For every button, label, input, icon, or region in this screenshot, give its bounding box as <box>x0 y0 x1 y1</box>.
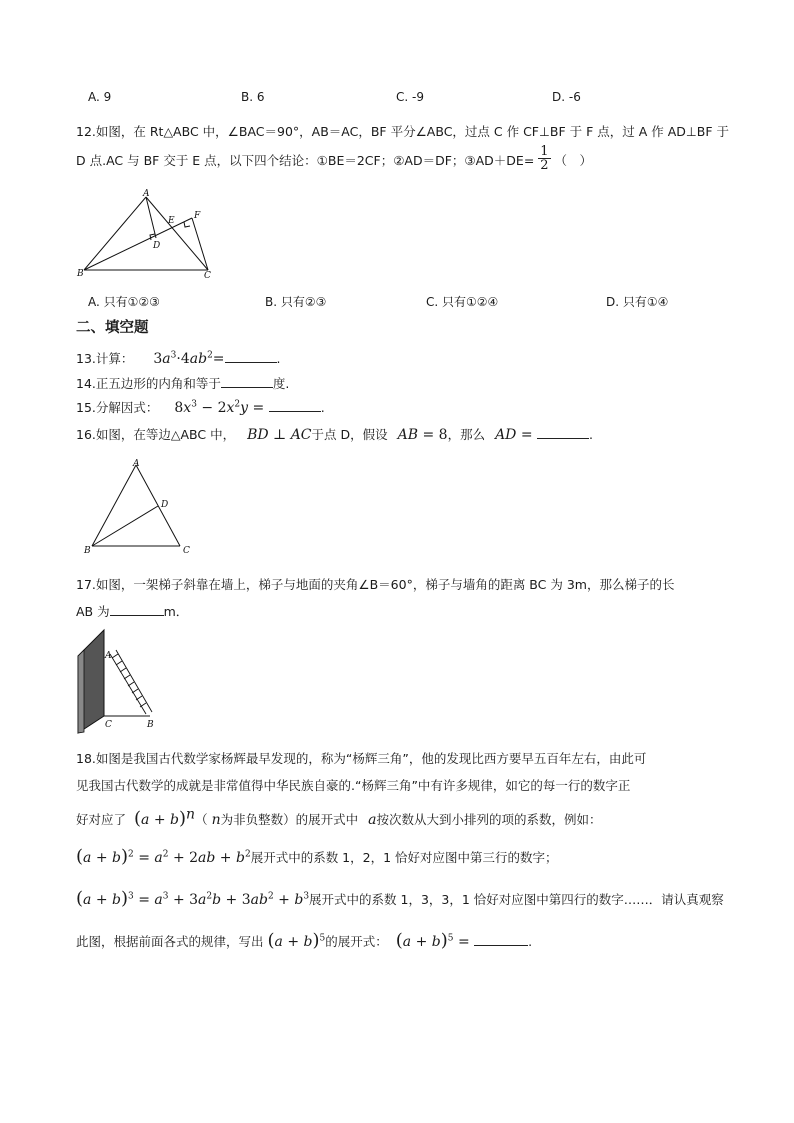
q17-label-c: C <box>105 720 112 730</box>
q16-mid2: ，那么 <box>447 427 486 442</box>
q12-fraction <box>538 145 550 172</box>
q18-line3 <box>76 808 601 829</box>
q17-line2-prefix: AB 为 <box>76 604 110 619</box>
q11-option-c: C. -9 <box>396 90 424 104</box>
q17-figure <box>74 628 164 738</box>
q12-label-e: E <box>168 216 175 226</box>
q12-label-b: B <box>77 269 84 279</box>
q12-line1: 12.如图，在 Rt△ABC 中，∠BAC＝90°，AB＝AC，BF 平分∠ABC，过点 C 作 CF⊥BF 于 F 点，过 A 作 AD⊥BF 于 <box>76 124 730 139</box>
q12-line2-block <box>76 144 593 173</box>
q18-line5-suffix: 展开式中的系数 1，3，3，1 恰好对应图中第四行的数字……．请认真观察 <box>309 892 724 907</box>
q18-line6-prefix: 此图，根据前面各式的规律，写出 <box>76 934 264 949</box>
q17-label-b: B <box>147 720 154 730</box>
q16-label-d: D <box>161 500 169 510</box>
q11-option-d: D. -6 <box>552 90 581 104</box>
q12-option-d: D. 只有①④ <box>606 295 669 309</box>
q15 <box>76 398 325 416</box>
q12-option-a: A. 只有①②③ <box>88 295 160 309</box>
q12-option-b: B. 只有②③ <box>265 295 327 309</box>
q12-paren: （ ） <box>554 153 593 168</box>
q17-blank[interactable] <box>110 603 164 616</box>
q13 <box>76 349 281 367</box>
q16-ab-expression: AB <box>397 427 419 443</box>
q13-blank[interactable] <box>225 350 277 363</box>
q17-label-a: A <box>105 651 112 661</box>
q15-prefix: 15.分解因式： <box>76 400 159 415</box>
q16-label-a: A <box>133 459 140 469</box>
q13-suffix: . <box>276 351 281 366</box>
q12-label-f: F <box>194 211 201 221</box>
q18-line6 <box>76 930 532 951</box>
q18-line1: 18.如图是我国古代数学家杨辉最早发现的，称为“杨辉三角”，他的发现比西方要早五百年左右，由此可 <box>76 751 647 766</box>
q18-line3-suffix: 按次数从大到小排列的项的系数，例如： <box>376 812 602 827</box>
q16-blank[interactable] <box>537 426 589 439</box>
q16-ad-expression: AD <box>495 427 517 443</box>
q18-binomial-n: $(a + b)^n$ <box>134 806 196 829</box>
q18-square-expansion: $(a + b)^2 = a^2 + 2ab + b^2$ <box>76 846 251 867</box>
q13-expression: $3a^3\cdot 4ab^2=$ <box>153 350 225 367</box>
section-title: 二、填空题 <box>76 320 149 336</box>
q16-prefix: 16.如图，在等边△ABC 中， <box>76 427 236 442</box>
q18-line6-suffix: . <box>528 934 533 949</box>
q11-option-b: B. 6 <box>241 90 265 104</box>
q18-line2: 见我国古代数学的成就是非常值得中华民族自豪的.“杨辉三角”中有许多规律，如它的每一行的数字正 <box>76 778 631 793</box>
q13-prefix: 13.计算： <box>76 351 134 366</box>
q18-binomial-5b: $(a + b)^5$ = <box>395 930 475 951</box>
q18-binomial-5a: $(a + b)^5$ <box>267 930 326 951</box>
q15-blank[interactable] <box>269 399 321 412</box>
q12-label-c: C <box>204 271 211 280</box>
q12-frac-den: 2 <box>540 158 549 173</box>
q14-blank[interactable] <box>221 375 273 388</box>
q18-line3-prefix: 好对应了 <box>76 812 127 827</box>
q15-suffix: . <box>320 400 325 415</box>
q16-label-b: B <box>84 546 91 556</box>
q16-perp-expression: BD <box>247 427 269 443</box>
q18-line3-mid2: 为非负整数）的展开式中 <box>220 812 359 827</box>
q18-line3-mid: （ <box>195 812 208 827</box>
q17-line2-suffix: m． <box>163 604 189 619</box>
q14-prefix: 14.正五边形的内角和等于 <box>76 376 221 391</box>
q12-frac-num: 1 <box>540 144 549 159</box>
ladder <box>110 650 152 714</box>
q18-line4 <box>76 846 558 867</box>
q18-blank[interactable] <box>474 933 528 946</box>
q12-option-c: C. 只有①②④ <box>426 295 499 309</box>
q12-label-d: D <box>153 241 161 251</box>
q18-line4-suffix: 展开式中的系数 1，2，1 恰好对应图中第三行的数字； <box>250 850 558 865</box>
q14 <box>76 374 289 392</box>
q12-line2: D 点.AC 与 BF 交于 E 点，以下四个结论：①BE＝2CF；②AD＝DF；③AD＋DE= <box>76 153 535 168</box>
q16-mid: 于点 D，假设 <box>311 427 388 442</box>
q14-suffix: 度. <box>272 376 290 391</box>
q16-figure <box>82 456 194 556</box>
q12-figure <box>74 188 224 280</box>
q18-line6-mid: 的展开式： <box>325 934 388 949</box>
q17-line2 <box>76 602 188 620</box>
q18-a-symbol: a <box>368 812 377 828</box>
q18-cube-expansion: $(a + b)^3 = a^3 + 3a^2b + 3ab^2 + b^3$ <box>76 888 310 909</box>
q16-suffix: . <box>589 427 594 442</box>
q17-line1: 17.如图，一架梯子斜靠在墙上，梯子与地面的夹角∠B＝60°，梯子与墙角的距离 BC 为 3m，那么梯子的长 <box>76 577 675 592</box>
q15-expression: $8x^3 - 2x^2y$ = <box>174 399 269 416</box>
q16: 16.如图，在等边△ABC 中， BD ⊥ AC于点 D，假设 AB = 8，那么 AD = . <box>76 427 594 443</box>
q18-line5 <box>76 888 724 909</box>
q16-label-c: C <box>183 546 190 556</box>
q12-label-a: A <box>143 189 150 199</box>
q11-option-a: A. 9 <box>88 90 112 104</box>
q18-n-symbol: n <box>211 812 221 828</box>
